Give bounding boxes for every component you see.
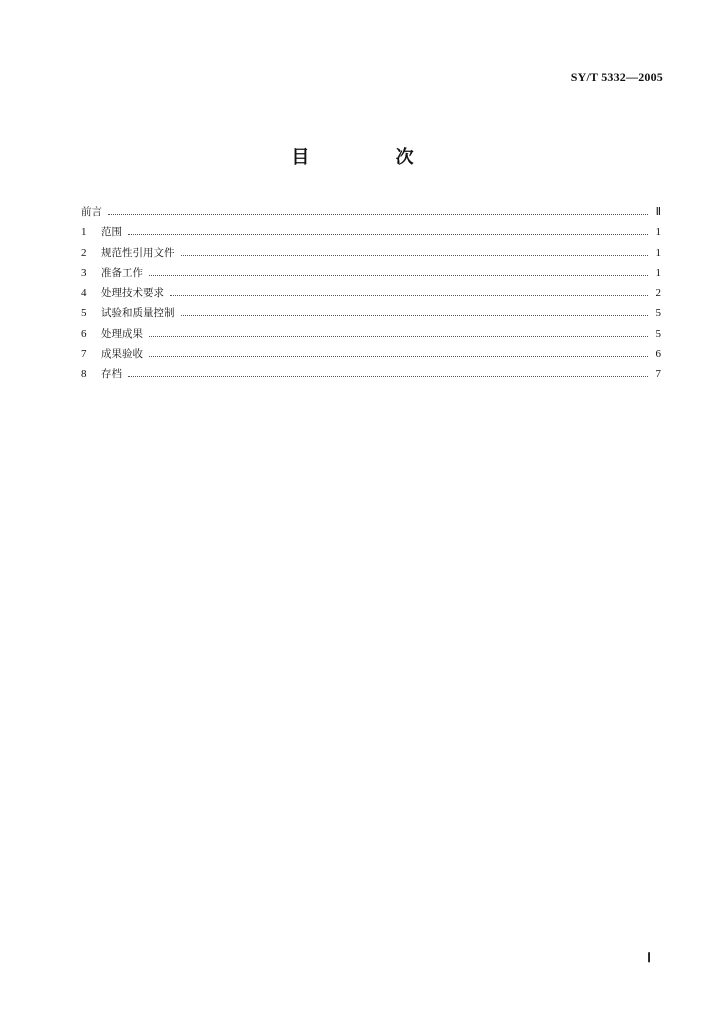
toc-entry-number: 7 (81, 348, 87, 361)
dot-leader (181, 254, 649, 256)
toc-entry-page: 1 (655, 266, 661, 279)
dot-leader (149, 335, 648, 337)
toc-entry-page: 1 (655, 246, 661, 259)
toc-entry-title: 处理技术要求 (101, 287, 164, 300)
toc-entry-foreword[interactable] (81, 202, 661, 222)
toc-entry-title: 规范性引用文件 (101, 246, 175, 259)
toc-entry-title: 处理成果 (101, 327, 143, 340)
toc-entry-normative-references[interactable] (81, 243, 661, 263)
toc-entry-scope[interactable] (81, 222, 661, 242)
toc-entry-processing-requirements[interactable] (81, 283, 661, 303)
toc-entry-number: 3 (81, 266, 87, 279)
dot-leader (108, 213, 648, 215)
dot-leader (170, 294, 648, 296)
toc-entry-page: 5 (655, 327, 661, 340)
toc-entry-title: 范围 (101, 226, 122, 239)
toc-entry-page: 5 (655, 307, 661, 320)
page-title: 目 次 (291, 147, 454, 168)
toc-entry-archiving[interactable] (81, 364, 661, 384)
toc-entry-testing-quality-control[interactable] (81, 303, 661, 323)
toc-entry-number: 4 (81, 287, 87, 300)
toc-entry-page: 2 (655, 287, 661, 300)
toc-entry-title: 准备工作 (101, 266, 143, 279)
toc-entry-page: 6 (655, 348, 661, 361)
toc-entry-page: 1 (655, 226, 661, 239)
toc-entry-title: 存档 (101, 368, 122, 381)
toc-entry-number: 1 (81, 226, 87, 239)
dot-leader (128, 375, 648, 377)
dot-leader (149, 355, 648, 357)
dot-leader (181, 314, 649, 316)
toc-entry-preparation[interactable] (81, 263, 661, 283)
toc-entry-number: 6 (81, 327, 87, 340)
toc-entry-title: 成果验收 (101, 348, 143, 361)
dot-leader (128, 233, 648, 235)
toc-entry-page: 7 (655, 368, 661, 381)
dot-leader (149, 274, 648, 276)
toc-entry-title: 试验和质量控制 (101, 307, 175, 320)
toc-entry-processing-results[interactable] (81, 324, 661, 344)
toc-entry-title: 前言 (81, 206, 102, 218)
standard-number: SY/T 5332—2005 (570, 70, 663, 84)
toc-entry-acceptance[interactable] (81, 344, 661, 364)
toc-entry-number: 2 (81, 246, 87, 259)
table-of-contents (81, 202, 661, 385)
toc-entry-page: Ⅱ (655, 206, 661, 218)
toc-entry-number: 5 (81, 307, 87, 320)
toc-entry-number: 8 (81, 368, 87, 381)
page-number: Ⅰ (647, 950, 651, 965)
